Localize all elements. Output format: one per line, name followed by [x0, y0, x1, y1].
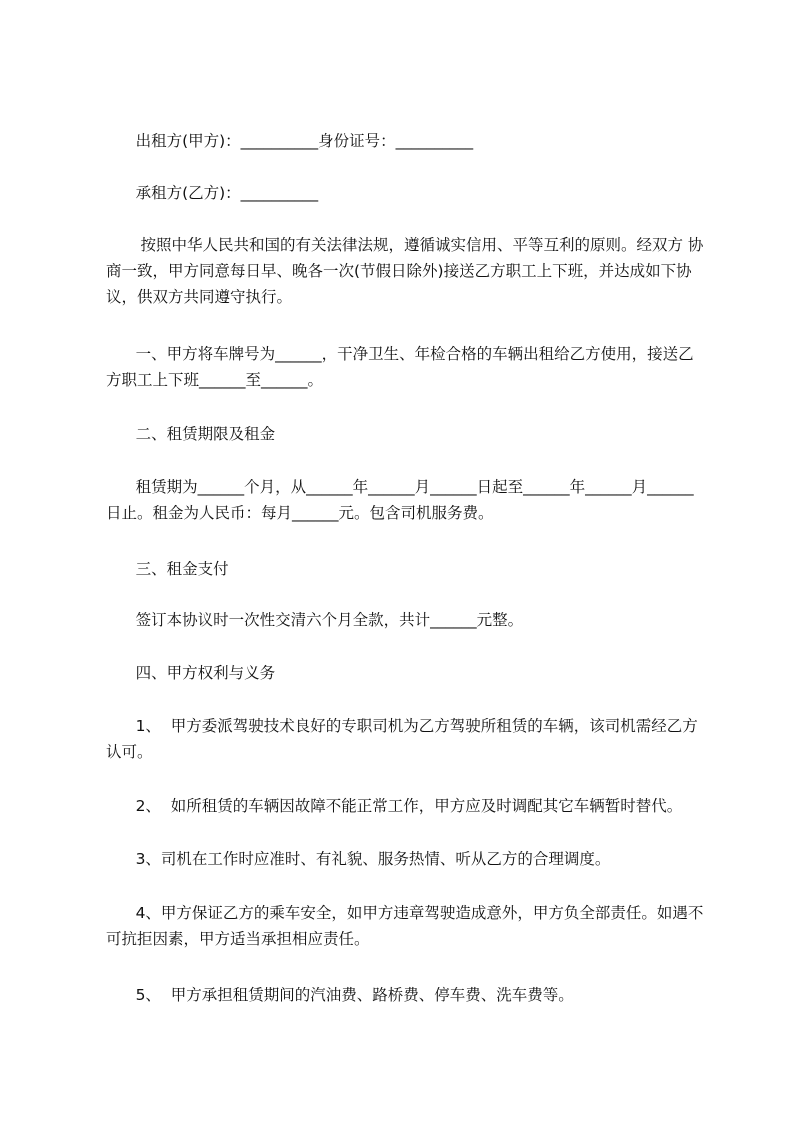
lessor-line: 出租方(甲方)：__________身份证号：__________ — [106, 132, 474, 150]
section-2-heading: 二、租赁期限及租金 — [106, 425, 276, 443]
clause-1-paragraph: 一、甲方将车牌号为______，干净卫生、年检合格的车辆出租给乙方使用，接送乙方职工上下班______至______。 — [106, 345, 694, 389]
duty-4-paragraph: 4、甲方保证乙方的乘车安全，如甲方违章驾驶造成意外，甲方负全部责任。如遇不可抗拒因素，甲方适当承担相应责任。 — [106, 904, 704, 948]
section-3-heading: 三、租金支付 — [106, 560, 229, 578]
duty-2-paragraph: 2、 如所租赁的车辆因故障不能正常工作，甲方应及时调配其它车辆暂时替代。 — [106, 797, 683, 815]
section-4-heading: 四、甲方权利与义务 — [106, 664, 276, 682]
lease-term-paragraph: 租赁期为______个月，从______年______月______日起至______年______月______日止。租金为人民币：每月______元。包含司机服务费。 — [106, 478, 694, 522]
payment-paragraph: 签订本协议时一次性交清六个月全款，共计______元整。 — [106, 611, 524, 629]
duty-5-paragraph: 5、 甲方承担租赁期间的汽油费、路桥费、停车费、洗车费等。 — [106, 986, 574, 1004]
lessee-line: 承租方(乙方)：__________ — [106, 184, 319, 202]
preamble-paragraph: 按照中华人民共和国的有关法律法规，遵循诚实信用、平等互利的原则。经双方 协商一致，甲方同意每日早、晚各一次(节假日除外)接送乙方职工上下班，并达成如下协议，供双方共同遵守执行。 — [106, 236, 704, 306]
duty-1-paragraph: 1、 甲方委派驾驶技术良好的专职司机为乙方驾驶所租赁的车辆，该司机需经乙方认可。 — [106, 717, 698, 761]
duty-3-paragraph: 3、司机在工作时应准时、有礼貌、服务热情、听从乙方的合理调度。 — [106, 850, 611, 868]
